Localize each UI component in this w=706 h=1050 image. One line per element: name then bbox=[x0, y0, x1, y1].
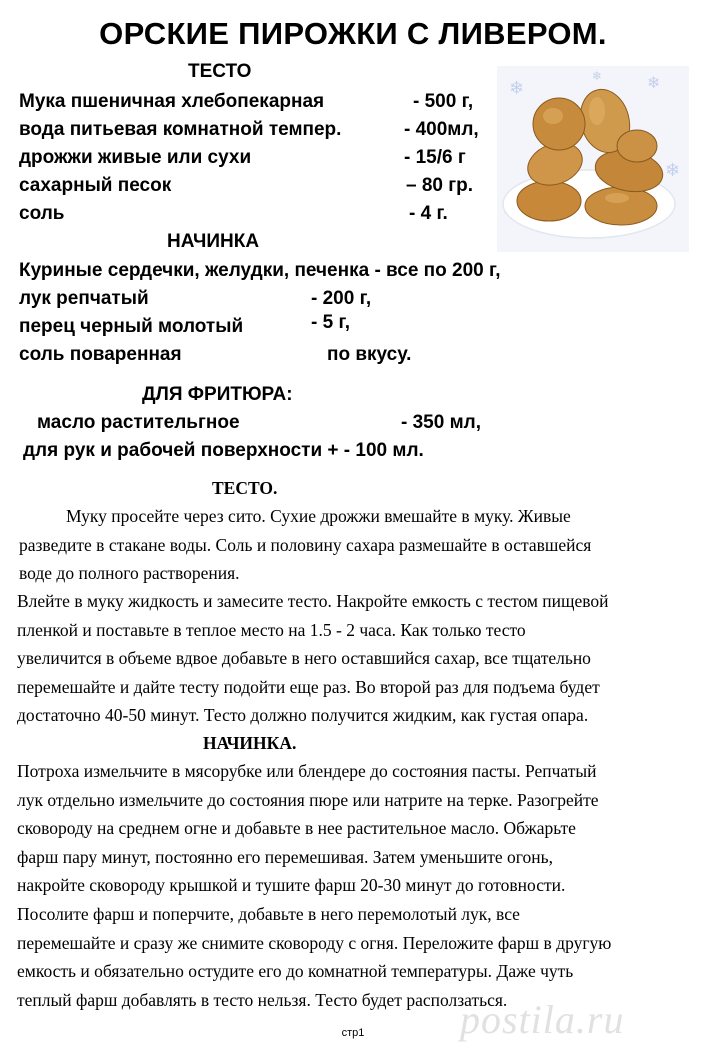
text-line: достаточно 40-50 минут. Тесто должно получится жидким, как густая опара. bbox=[17, 705, 589, 726]
text-line: воде до полного растворения. bbox=[19, 563, 240, 584]
ingredient-amount: - 500 г, bbox=[413, 91, 474, 112]
ingredient-name: масло растительгное bbox=[37, 412, 240, 433]
svg-text:❄: ❄ bbox=[592, 69, 603, 83]
ingredient-amount: по вкусу. bbox=[327, 344, 412, 365]
page-title: ОРСКИЕ ПИРОЖКИ С ЛИВЕРОМ. bbox=[99, 16, 607, 51]
ingredient-line: Куриные сердечки, желудки, печенка - все по 200 г, bbox=[19, 260, 501, 281]
ingredient-amount: - 200 г, bbox=[311, 288, 372, 309]
svg-text:❄: ❄ bbox=[647, 73, 661, 92]
text-line: емкость и обязательно остудите его до комнатной температуры. Даже чуть bbox=[17, 961, 574, 982]
pirozhki-illustration bbox=[497, 66, 689, 252]
ingredient-name: перец черный молотый bbox=[19, 316, 244, 337]
text-line: разведите в стакане воды. Соль и половину сахара размешайте в оставшейся bbox=[19, 534, 592, 555]
svg-text:❄: ❄ bbox=[665, 160, 681, 181]
page-number: стр1 bbox=[341, 1027, 365, 1039]
ingredient-line: для рук и рабочей поверхности + - 100 мл. bbox=[23, 440, 424, 461]
ingredient-name: сахарный песок bbox=[19, 175, 172, 196]
text-line: лук отдельно измельчите до состояния пюре или натрите на терке. Разогрейте bbox=[17, 789, 599, 810]
ingredient-amount: - 4 г. bbox=[409, 203, 448, 224]
method-dough-heading: ТЕСТО. bbox=[212, 478, 278, 498]
text-line: перемешайте и дайте тесту подойти еще раз. Во второй раз для подъема будет bbox=[17, 676, 600, 697]
method-dough-paragraph-1 bbox=[19, 502, 591, 588]
text-line: Влейте в муку жидкость и замесите тесто. Накройте емкость с тестом пищевой bbox=[17, 591, 609, 611]
ingredients-filling-heading: НАЧИНКА bbox=[167, 231, 260, 252]
ingredient-amount: - 5 г, bbox=[311, 312, 350, 333]
text-line: пленкой и поставьте в теплое место на 1.5 - 2 часа. Как только тесто bbox=[17, 619, 526, 640]
method-dough-paragraph-2 bbox=[17, 587, 609, 730]
method-filling-paragraph bbox=[17, 757, 611, 1014]
pirozhki-photo bbox=[497, 66, 689, 252]
ingredients-dough-heading: ТЕСТО bbox=[188, 61, 252, 82]
ingredients-fry-heading: ДЛЯ ФРИТЮРА: bbox=[142, 384, 293, 405]
ingredient-name: Мука пшеничная хлебопекарная bbox=[19, 91, 325, 112]
watermark: postila.ru bbox=[460, 997, 625, 1042]
ingredient-name: соль поваренная bbox=[19, 344, 182, 365]
text-line: сковороду на среднем огне и добавьте в нее растительное масло. Обжарьте bbox=[17, 818, 576, 839]
text-line: Муку просейте через сито. Сухие дрожжи вмешайте в муку. Живые bbox=[66, 506, 571, 526]
text-line: накройте сковороду крышкой и тушите фарш 20-30 минут до готовности. bbox=[17, 875, 566, 896]
ingredient-name: вода питьевая комнатной темпер. bbox=[19, 119, 342, 140]
svg-text:❄: ❄ bbox=[509, 78, 525, 99]
text-line: перемешайте и сразу же снимите сковороду с огня. Переложите фарш в другую bbox=[17, 932, 612, 953]
ingredient-amount: - 350 мл, bbox=[401, 412, 481, 433]
method-filling-heading: НАЧИНКА. bbox=[203, 733, 297, 753]
text-line: теплый фарш добавлять в тесто нельзя. Тесто будет расползаться. bbox=[17, 989, 508, 1010]
ingredient-name: лук репчатый bbox=[19, 288, 149, 309]
text-line: Потроха измельчите в мясорубке или блендере до состояния пасты. Репчатый bbox=[17, 761, 597, 781]
text-line: фарш пару минут, постоянно его перемешивая. Затем уменьшите огонь, bbox=[17, 846, 553, 867]
ingredient-name: дрожжи живые или сухи bbox=[19, 147, 252, 168]
ingredient-amount: - 400мл, bbox=[404, 119, 479, 140]
text-line: увеличится в объеме вдвое добавьте в него оставшийся сахар, все тщательно bbox=[17, 648, 591, 669]
text-line: Посолите фарш и поперчите, добавьте в него перемолотый лук, все bbox=[17, 903, 520, 924]
ingredient-amount: - 15/6 г bbox=[404, 147, 466, 168]
ingredient-amount: – 80 гр. bbox=[406, 175, 474, 196]
ingredient-name: соль bbox=[19, 203, 65, 224]
